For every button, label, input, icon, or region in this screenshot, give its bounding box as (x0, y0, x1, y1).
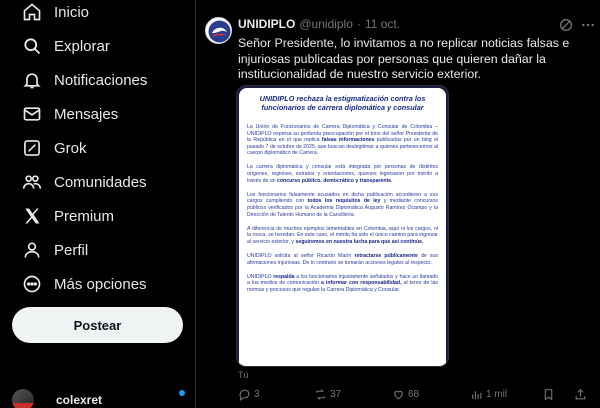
people-icon (22, 172, 42, 192)
sidebar-item-label: Notificaciones (54, 71, 148, 89)
notification-dot (179, 390, 185, 396)
statement-paragraph: La Unión de Funcionarios de Carrera Diplomática y Consular de Colombia – UNIDIPLO expresa su profunda preocupación por el trino del señor Presidente de la República en el que replica falsas informaciones publicadas por un blog el pasado 7 de octubre de 2025, que buscan deslegitimar a quienes pertenecemos al cuerpo diplomático de Carrera. (247, 124, 439, 157)
tweet-media-image[interactable] (236, 85, 449, 367)
tweet-date[interactable]: 11 oct. (364, 17, 401, 31)
avatar (12, 389, 34, 408)
like-count: 68 (408, 389, 420, 400)
statement-document (239, 88, 446, 367)
reply-icon (238, 388, 251, 401)
account-name: colexret (56, 393, 103, 407)
sidebar-item-label: Mensajes (54, 105, 119, 123)
statement-paragraph: La carrera diplomática y consular está integrada por personas de distintos orígenes, regiones, estratos y orientaciones, quienes ingresaron por mérito a través de un concurso público, democrático y transparente. (247, 164, 438, 184)
separator: · (356, 17, 361, 31)
tweet (196, 0, 600, 408)
sidebar-item-label: Grok (54, 139, 87, 157)
more-options-icon[interactable] (580, 17, 596, 33)
bookmark-icon (542, 388, 555, 401)
statement-paragraph: Los funcionarios falsamente acusados en dicha publicación accedieron a sus cargos cumpliendo con todos los requisitos de ley y mediante concursos públicos verificados por la Academia Diplomática Augusto Ramírez Ocampo y la Dirección de Talento Humano de la Cancillería. (247, 191, 438, 218)
sidebar-item-inicio[interactable] (22, 0, 89, 27)
share-icon (574, 388, 587, 401)
sidebar-item-label: Comunidades (54, 173, 147, 191)
share-button[interactable] (574, 388, 587, 401)
sidebar-item-label: Inicio (54, 3, 90, 21)
statement-paragraph: UNIDIPLO respalda a los funcionarios injustamente señalados y hace un llamado a los medios de comunicación a informar con responsabilidad, al tenor de las normas y procesos que regulan la Carrera Diplomática y Consular. (247, 273, 439, 293)
more-circle-icon (22, 274, 42, 294)
heart-icon (392, 388, 405, 401)
bell-icon (22, 70, 42, 90)
sidebar-item-label: Explorar (54, 37, 110, 55)
repost-button[interactable] (314, 388, 341, 401)
view-count: 1 mil (486, 389, 508, 400)
x-logo-icon (22, 206, 42, 226)
sidebar-item-label: Premium (54, 207, 115, 225)
search-icon (22, 36, 42, 56)
post-button[interactable]: Postear (12, 307, 183, 343)
tagged-user-label[interactable]: Tú (238, 370, 249, 380)
grok-icon[interactable] (558, 17, 574, 33)
sidebar-item-premium[interactable] (22, 201, 114, 231)
person-icon (22, 240, 42, 260)
author-avatar[interactable] (205, 17, 232, 44)
sidebar-item-explorar[interactable] (22, 31, 110, 61)
sidebar-item-label: Más opciones (54, 275, 147, 293)
sidebar-item-grok[interactable] (22, 133, 87, 163)
bookmark-button[interactable] (542, 388, 555, 401)
author-name[interactable]: UNIDIPLO (238, 17, 296, 31)
sidebar-item-mensajes[interactable] (22, 99, 118, 129)
grok-icon (22, 138, 42, 158)
views-button[interactable] (470, 388, 507, 401)
tweet-actions (238, 388, 598, 404)
account-switcher[interactable] (12, 388, 188, 408)
repost-count: 37 (330, 389, 342, 400)
reply-button[interactable] (238, 388, 260, 401)
reply-count: 3 (254, 389, 260, 400)
sidebar-item-perfil[interactable] (22, 235, 88, 265)
views-chart-icon (470, 388, 483, 401)
envelope-icon (22, 104, 42, 124)
author-handle[interactable]: @unidiplo (299, 17, 353, 31)
tweet-text: Señor Presidente, lo invitamos a no replicar noticias falsas e injuriosas publicadas por personas que quieren dañar la institucionalidad de nuestro servicio exterior. (238, 36, 570, 81)
sidebar-item-notificaciones[interactable] (22, 65, 147, 95)
sidebar-item-comunidades[interactable] (22, 167, 147, 197)
sidebar (0, 0, 200, 408)
repost-icon (314, 388, 327, 401)
statement-title: UNIDIPLO rechaza la estigmatización contra los funcionarios de carrera diplomática y consular (259, 94, 426, 112)
statement-paragraph: UNIDIPLO solicita al señor Ricardo Marín retractarse públicamente de sus afirmaciones injuriosas. De lo contrario se tomarán acciones legales al respecto. (247, 252, 439, 266)
tweet-header (238, 17, 400, 31)
sidebar-item-mas-opciones[interactable] (22, 269, 147, 299)
like-button[interactable] (392, 388, 419, 401)
statement-paragraph: A diferencia de muchos ejemplos lamentables en Colombia, aquí ni los cargos, ni la rosca, se heredan. En este caso, el mérito ha sido el único camino para ingresar al servicio exterior, y seguiremos en nuestra lucha para que así continúe. (247, 225, 438, 245)
sidebar-item-label: Perfil (54, 241, 89, 259)
home-icon (22, 2, 42, 22)
